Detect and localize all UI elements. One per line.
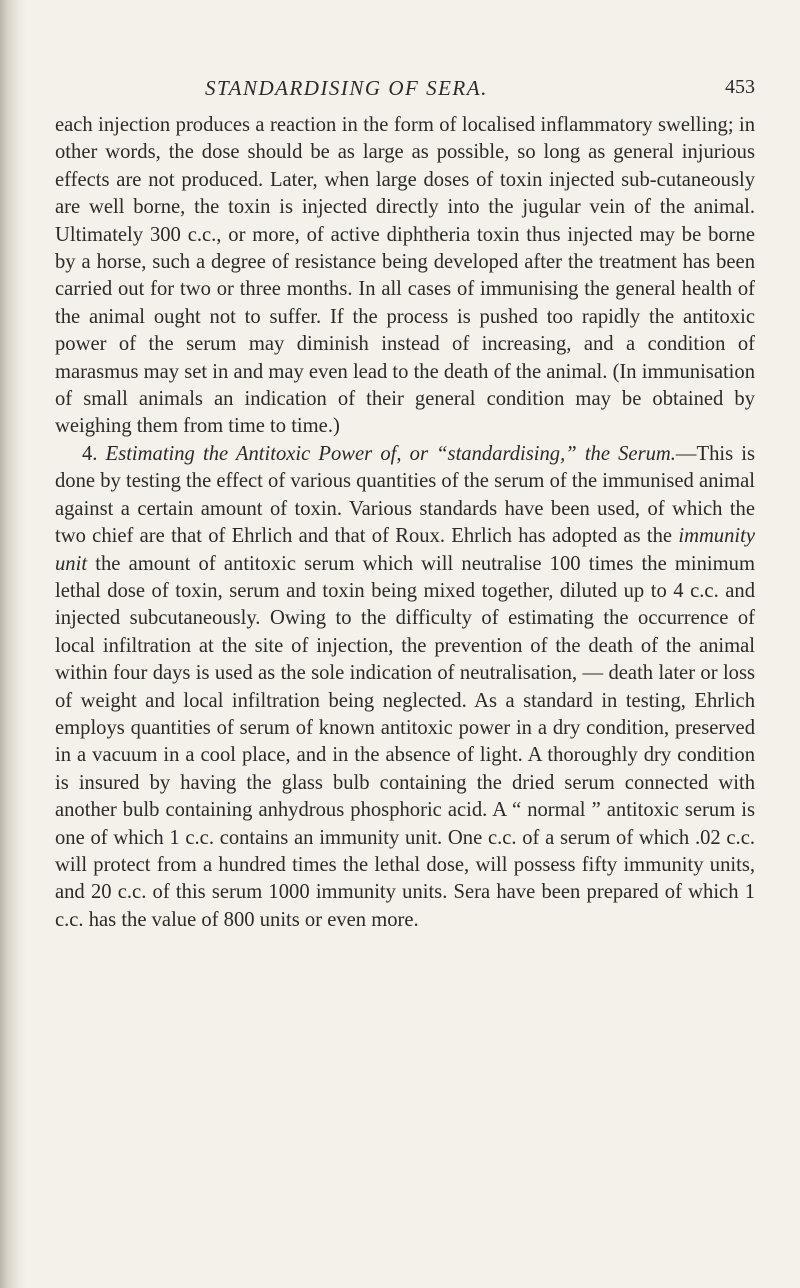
immunity-unit-term: immunity unit <box>55 525 755 575</box>
section-text-part-1: —This is done by testing the effect of various quantities of the serum of the immunised animal against a certain amount of toxin. Various standards have been used, of which the two chief are that of Ehrlich and that of Roux. Ehrlich has adopted as the <box>55 442 755 548</box>
paragraph-section-4 <box>55 441 755 934</box>
section-text-part-2: the amount of antitoxic serum which will neutralise 100 times the minimum lethal dose of toxin, serum and toxin being mixed together, diluted up to 4 c.c. and injected subcutaneously. Owing to the difficulty of estimating the occurrence of local infiltration at the site of injection, the prevention of the death of the animal within four days is used as the sole indication of neutralisation, — death later or loss of weight and local infiltration being neglected. As a standard in testing, Ehrlich employs quantities of serum of known antitoxic power in a dry condition, preserved in a vacuum in a cool place, and in the absence of light. A thoroughly dry condition is insured by having the glass bulb containing the dried serum connected with another bulb containing anhydrous phosphoric acid. A “ normal ” antitoxic serum is one of which 1 c.c. contains an immunity unit. One c.c. of a serum of which .02 c.c. will protect from a hundred times the lethal dose, will possess fifty immunity units, and 20 c.c. of this serum 1000 immunity units. Sera have been prepared of which 1 c.c. has the value of 800 units or even more. <box>55 552 755 931</box>
running-title: STANDARDISING OF SERA. <box>205 76 488 100</box>
body-text <box>55 112 755 934</box>
binding-gutter-shadow <box>0 0 26 1288</box>
section-number: 4. <box>82 442 98 465</box>
section-heading: Estimating the Antitoxic Power of, or “standardising,” the Serum. <box>105 442 676 465</box>
page-number: 453 <box>725 76 755 98</box>
book-page <box>55 0 755 1288</box>
running-head <box>55 76 755 106</box>
paragraph-continuation: each injection produces a reaction in the form of localised inflammatory swelling; in other words, the dose should be as large as possible, so long as general injurious effects are not produced. Later, when large doses of toxin injected sub-cutaneously are well borne, the toxin is injected directly into the jugular vein of the animal. Ultimately 300 c.c., or more, of active diphtheria toxin thus injected may be borne by a horse, such a degree of resistance being developed after the treatment has been carried out for two or three months. In all cases of immunising the general health of the animal ought not to suffer. If the process is pushed too rapidly the antitoxic power of the serum may diminish instead of increasing, and a condition of marasmus may set in and may even lead to the death of the animal. (In immunisation of small animals an indication of their general condition may be obtained by weighing them from time to time.) <box>55 114 755 438</box>
